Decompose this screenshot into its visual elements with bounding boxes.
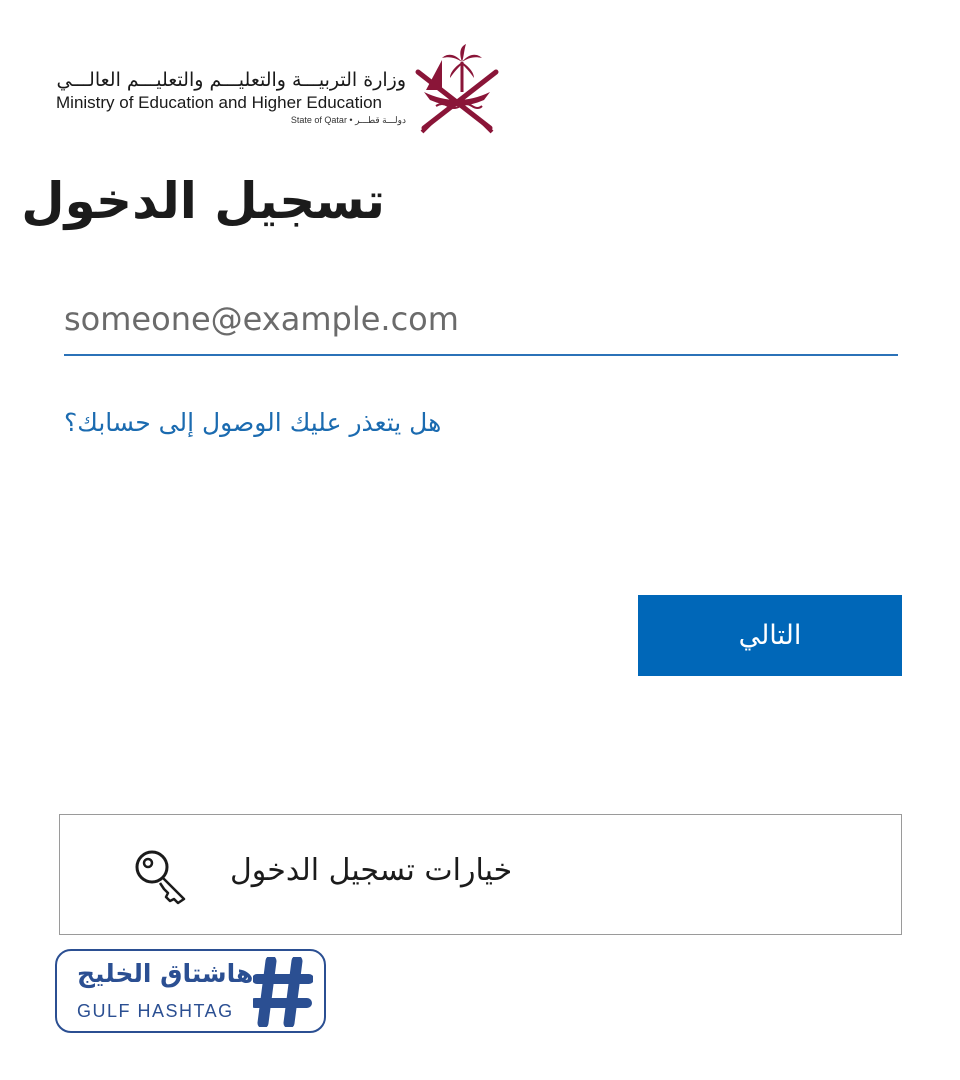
email-field[interactable] [64,284,898,356]
signin-options-label: خيارات تسجيل الدخول [230,853,513,888]
watermark-arabic-text: هاشتاق الخليج [77,959,254,988]
cant-access-account-link[interactable]: هل يتعذر عليك الوصول إلى حسابك؟ [64,408,442,437]
ministry-name-arabic: وزارة التربيـــة والتعليـــم والتعليـــم العالـــي [56,69,406,91]
next-button[interactable]: التالي [638,595,902,676]
watermark-english-text: GULF HASHTAG [77,1001,234,1021]
signin-options-button[interactable] [59,814,902,935]
ministry-logo-text [56,68,406,126]
page-title: تسجيل الدخول [21,172,385,230]
hashtag-icon [253,957,313,1027]
state-of-qatar-label: State of Qatar • دولـــة قطـــر [290,115,406,125]
ministry-name-english: Ministry of Education and Higher Education [56,93,383,112]
gulf-hashtag-watermark [55,949,326,1033]
qatar-emblem-icon [412,42,502,138]
ministry-logo [56,40,506,140]
key-icon [132,847,192,905]
